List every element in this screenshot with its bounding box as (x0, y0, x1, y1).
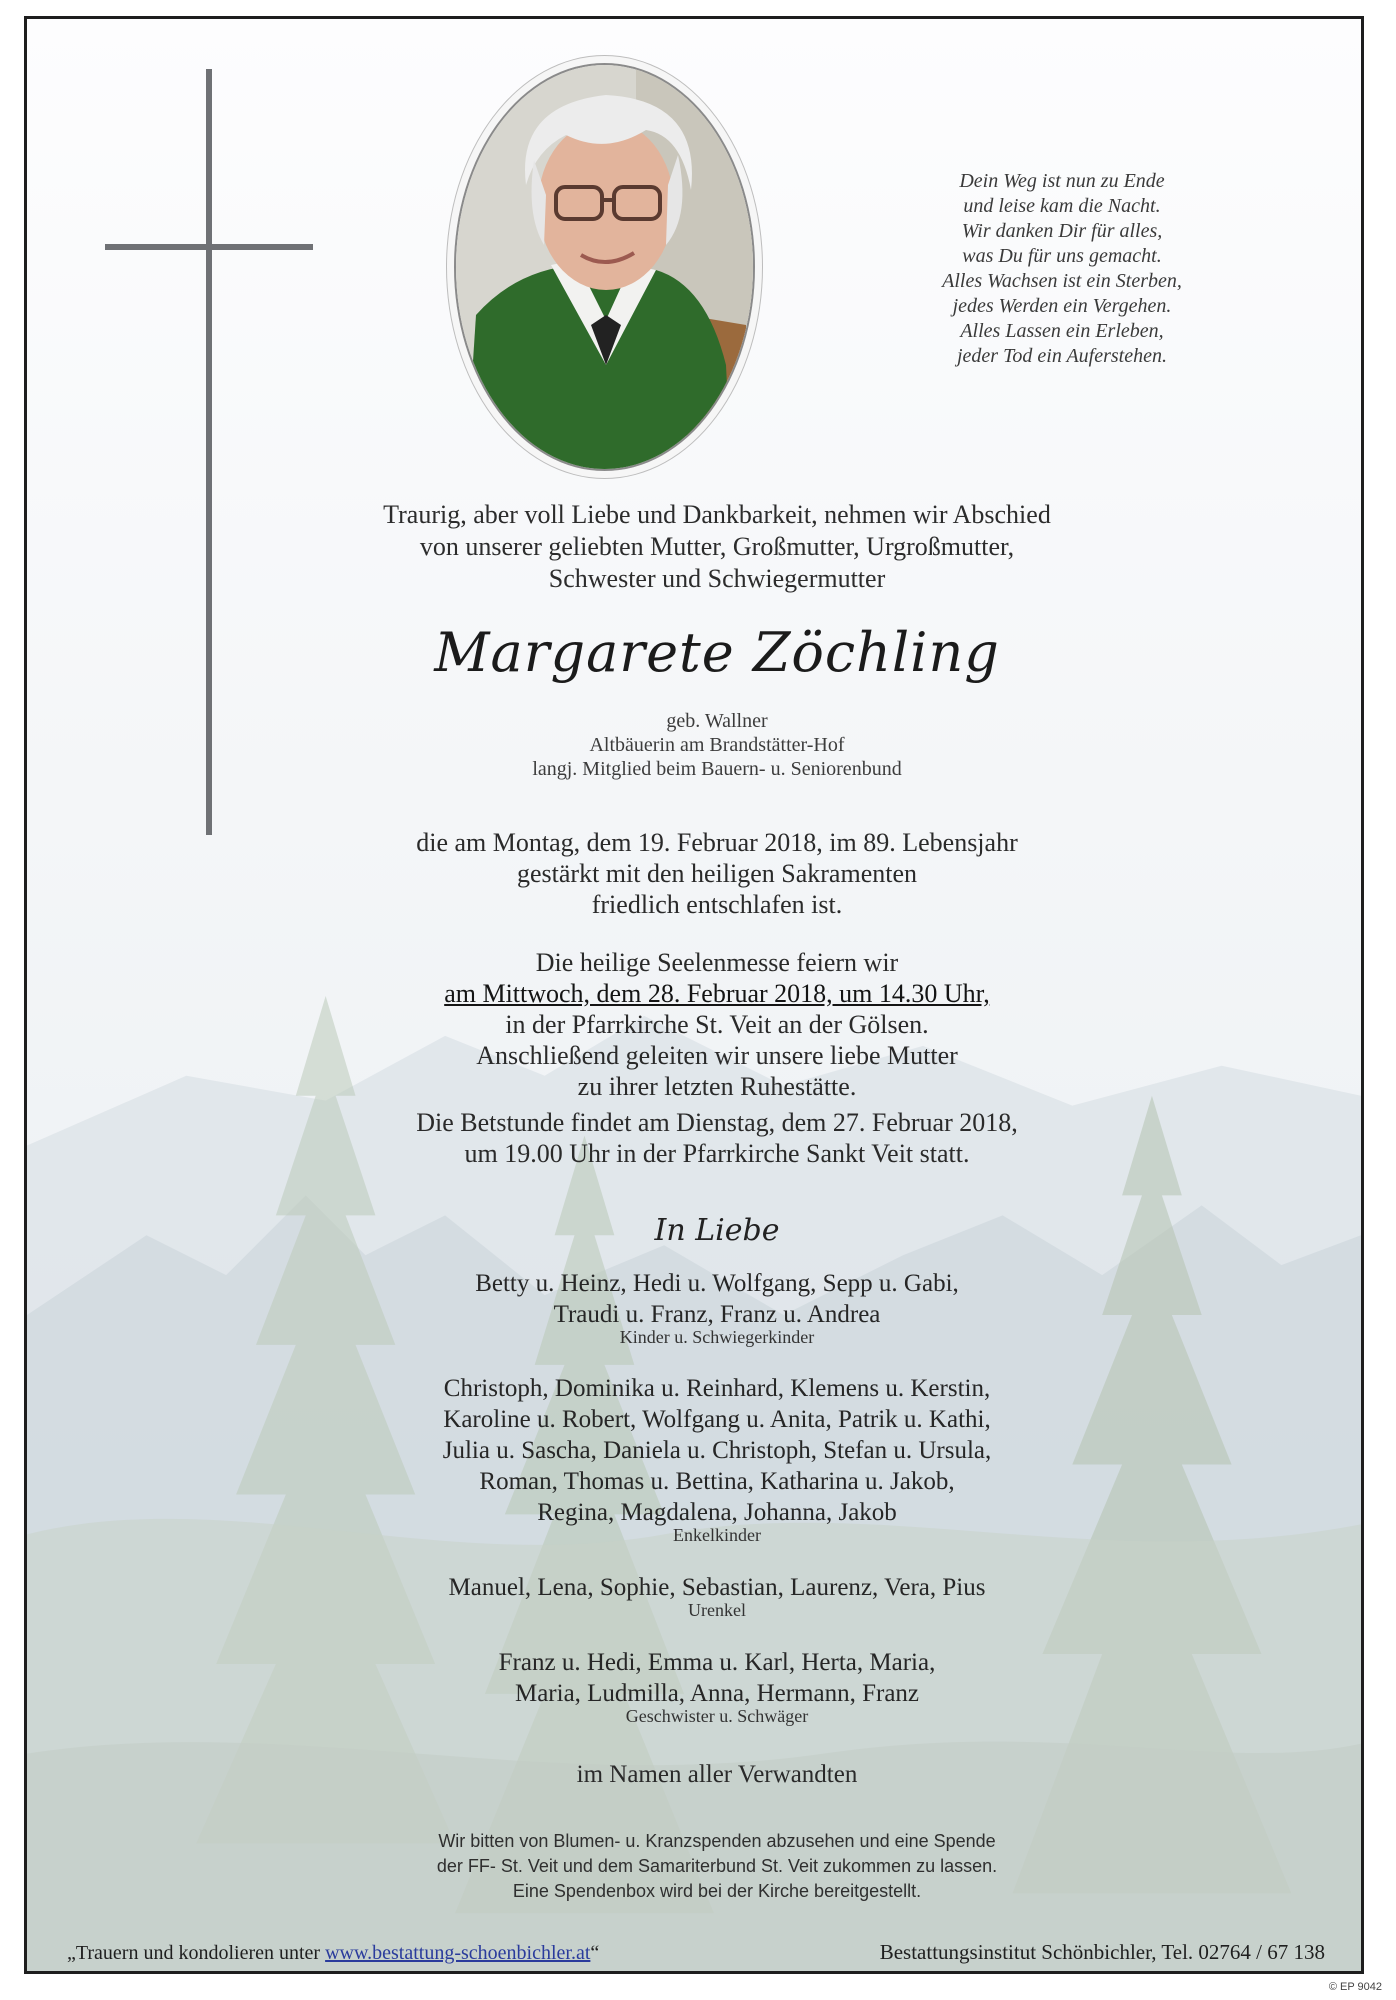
prayer-line: Die Betstunde findet am Dienstag, dem 27. Februar 2018, (416, 1108, 1018, 1137)
prayer-hour (217, 1107, 1217, 1169)
intro-line: von unserer geliebten Mutter, Großmutter, Urgroßmutter, (419, 532, 1015, 561)
funeral-home-contact: Bestattungsinstitut Schönbichler, Tel. 02764 / 67 138 (879, 1940, 1325, 1964)
mourner-names: Roman, Thomas u. Bettina, Katharina u. Jakob, (479, 1468, 955, 1495)
mourner-names: Karoline u. Robert, Wolfgang u. Anita, Patrik u. Kathi, (443, 1406, 991, 1433)
mourners-siblings (217, 1647, 1217, 1726)
condolence-prefix: „Trauern und kondolieren unter (67, 1942, 326, 1964)
condolence-suffix: “ (590, 1942, 600, 1964)
mourner-names: Christoph, Dominika u. Reinhard, Klemens u. Kerstin, (443, 1375, 991, 1402)
mass-place: in der Pfarrkirche St. Veit an der Gölsen. (505, 1010, 929, 1039)
print-code: © EP 9042 (1328, 1981, 1382, 1993)
request-line: der FF- St. Veit und dem Samariterbund St. Veit zukommen zu lassen. (436, 1856, 998, 1876)
donation-request (217, 1829, 1217, 1904)
death-line: friedlich entschlafen ist. (591, 890, 843, 919)
death-line: gestärkt mit den heiligen Sakramenten (517, 859, 917, 888)
mourner-names: Regina, Magdalena, Johanna, Jakob (537, 1499, 897, 1526)
mourner-names: Betty u. Heinz, Hedi u. Wolfgang, Sepp u. Gabi, (475, 1270, 959, 1297)
death-notice (217, 827, 1217, 920)
intro-line: Traurig, aber voll Liebe und Dankbarkeit, nehmen wir Abschied (383, 500, 1051, 529)
mass-after-line: Anschließend geleiten wir unsere liebe Mutter (476, 1041, 958, 1070)
mass-after-line: zu ihrer letzten Ruhestätte. (577, 1072, 857, 1101)
mourner-role: Kinder u. Schwiegerkinder (619, 1327, 815, 1347)
poem-line: Alles Lassen ein Erleben, (960, 320, 1164, 342)
mass-intro: Die heilige Seelenmesse feiern wir (535, 948, 899, 977)
mass-date: am Mittwoch, dem 28. Februar 2018, um 14.30 Uhr, (444, 979, 990, 1008)
cross-vertical-beam (206, 69, 212, 835)
poem-line: Wir danken Dir für alles, (961, 220, 1163, 242)
funeral-mass (217, 947, 1217, 1102)
mourner-role: Geschwister u. Schwäger (625, 1706, 809, 1726)
mourner-names: Franz u. Hedi, Emma u. Karl, Herta, Maria, (498, 1649, 936, 1676)
in-liebe-heading: In Liebe (654, 1213, 780, 1248)
mourner-names: Maria, Ludmilla, Anna, Hermann, Franz (514, 1680, 920, 1707)
deceased-name: Margarete Zöchling (434, 621, 1000, 684)
poem-line: jeder Tod ein Auferstehen. (957, 345, 1167, 367)
condolence-note (67, 1942, 599, 1965)
death-line: die am Montag, dem 19. Februar 2018, im 89. Lebensjahr (416, 828, 1018, 857)
poem-line: und leise kam die Nacht. (963, 195, 1161, 217)
intro-text (217, 499, 1217, 595)
mourner-names: Julia u. Sascha, Daniela u. Christoph, Stefan u. Ursula, (442, 1437, 992, 1464)
bio-line: langj. Mitglied beim Bauern- u. Seniorenbund (532, 758, 902, 780)
poem-line: Dein Weg ist nun zu Ende (959, 170, 1165, 192)
poem (807, 169, 1317, 369)
cross-horizontal-beam (105, 244, 313, 250)
mourners-great-grandchildren (217, 1572, 1217, 1620)
mourner-names: Traudi u. Franz, Franz u. Andrea (553, 1301, 881, 1328)
prayer-line: um 19.00 Uhr in der Pfarrkirche Sankt Veit statt. (464, 1139, 970, 1168)
biography (217, 709, 1217, 781)
bio-line: Altbäuerin am Brandstätter-Hof (589, 734, 845, 756)
mourner-role: Urenkel (688, 1600, 746, 1620)
intro-line: Schwester und Schwiegermutter (548, 564, 886, 593)
request-line: Wir bitten von Blumen- u. Kranzspenden abzusehen und eine Spende (438, 1831, 996, 1851)
parte-card (24, 16, 1364, 1974)
mourners-children (217, 1268, 1217, 1347)
poem-line: jedes Werden ein Vergehen. (952, 295, 1172, 317)
mourner-names: Manuel, Lena, Sophie, Sebastian, Laurenz, Vera, Pius (448, 1574, 986, 1601)
portrait-photo (454, 63, 755, 471)
mourners-grandchildren (217, 1373, 1217, 1545)
closing-line: im Namen aller Verwandten (576, 1761, 858, 1788)
poem-line: Alles Wachsen ist ein Sterben, (942, 270, 1182, 292)
poem-line: was Du für uns gemacht. (962, 245, 1162, 267)
mourner-role: Enkelkinder (673, 1525, 761, 1545)
condolence-link[interactable]: www.bestattung-schoenbichler.at (325, 1942, 591, 1964)
bio-line: geb. Wallner (666, 710, 768, 732)
request-line: Eine Spendenbox wird bei der Kirche bereitgestellt. (512, 1881, 922, 1901)
